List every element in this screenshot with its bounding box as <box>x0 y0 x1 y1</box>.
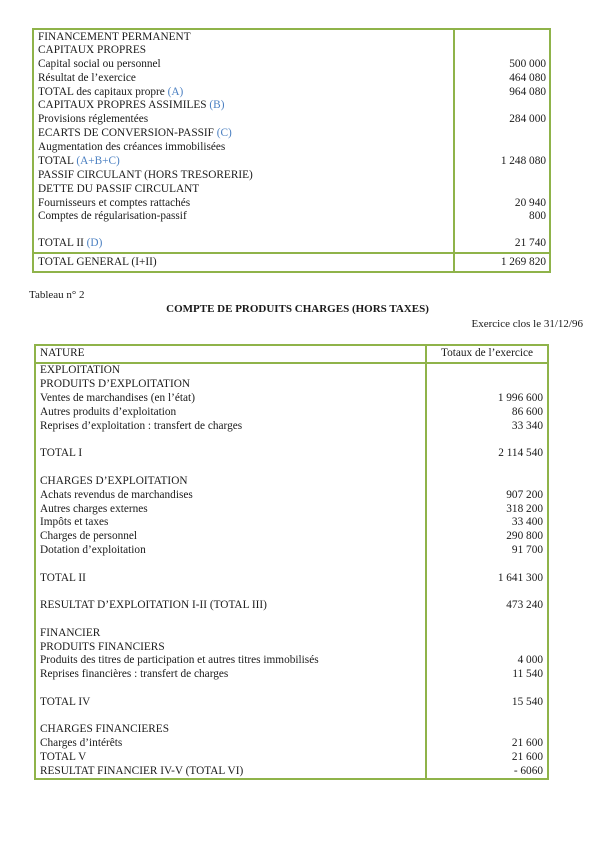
table-row: Fournisseurs et comptes rattachés <box>38 197 191 209</box>
table-row: TOTAL (A+B+C) <box>38 155 120 167</box>
table-row: PRODUITS FINANCIERS <box>40 641 165 653</box>
row-value: 86 600 <box>511 406 543 418</box>
row-value: 11 540 <box>512 668 543 680</box>
column-header-nature: NATURE <box>40 347 85 359</box>
table-row: TOTAL GENERAL (I+II) <box>38 256 157 268</box>
table-row: TOTAL IV <box>40 696 91 708</box>
table-row: Autres produits d’exploitation <box>40 406 177 418</box>
table-caption: Tableau n° 2 <box>29 289 85 301</box>
table-row: CHARGES FINANCIERES <box>40 723 169 735</box>
table-row: TOTAL II <box>40 572 86 584</box>
table-row: CAPITAUX PROPRES ASSIMILES (B) <box>38 99 225 111</box>
row-value: 290 800 <box>506 530 543 542</box>
table-row: Résultat de l’exercice <box>38 72 136 84</box>
row-value: 21 600 <box>511 737 543 749</box>
row-value: 907 200 <box>506 489 543 501</box>
table-row: TOTAL I <box>40 447 83 459</box>
table-row: RESULTAT FINANCIER IV-V (TOTAL VI) <box>40 765 244 777</box>
row-value: 4 000 <box>517 654 543 666</box>
table-row: Charges d’intérêts <box>40 737 123 749</box>
table-row: Produits des titres de participation et autres titres immobilisés <box>40 654 319 666</box>
row-value: 2 114 540 <box>498 447 543 459</box>
row-value: 284 000 <box>509 113 546 125</box>
income-statement-table <box>34 344 549 780</box>
table-row: RESULTAT D’EXPLOITATION I-II (TOTAL III) <box>40 599 267 611</box>
table-row: Augmentation des créances immobilisées <box>38 141 226 153</box>
exercise-date: Exercice clos le 31/12/96 <box>471 318 583 330</box>
row-value: 1 248 080 <box>500 155 546 167</box>
row-value: 21 740 <box>514 237 546 249</box>
row-value: 473 240 <box>506 599 543 611</box>
table-row: PRODUITS D’EXPLOITATION <box>40 378 191 390</box>
row-value: 800 <box>529 210 546 222</box>
row-value: 1 641 300 <box>497 572 543 584</box>
table-row: Reprises financières : transfert de charges <box>40 668 229 680</box>
column-divider <box>453 30 455 271</box>
row-value: 33 400 <box>511 516 543 528</box>
row-value: 1 269 820 <box>500 256 546 268</box>
table-row: PASSIF CIRCULANT (HORS TRESORERIE) <box>38 169 253 181</box>
table-row: Reprises d’exploitation : transfert de charges <box>40 420 243 432</box>
column-divider <box>425 346 427 778</box>
table-row: CAPITAUX PROPRES <box>38 44 147 56</box>
table-row: Comptes de régularisation-passif <box>38 210 187 222</box>
row-value: 20 940 <box>514 197 546 209</box>
row-value: 15 540 <box>511 696 543 708</box>
table-row: Dotation d’exploitation <box>40 544 146 556</box>
table-row: Provisions réglementées <box>38 113 149 125</box>
row-value: 1 996 600 <box>497 392 543 404</box>
table-row: TOTAL des capitaux propre (A) <box>38 86 184 98</box>
table-row: Capital social ou personnel <box>38 58 161 70</box>
column-header-totaux: Totaux de l’exercice <box>440 347 534 359</box>
table-row: DETTE DU PASSIF CIRCULANT <box>38 183 200 195</box>
table-row: Autres charges externes <box>40 503 148 515</box>
table-row: FINANCIER <box>40 627 101 639</box>
row-divider <box>34 252 549 254</box>
row-value: 91 700 <box>511 544 543 556</box>
row-value: 464 080 <box>509 72 546 84</box>
table-row: FINANCEMENT PERMANENT <box>38 31 191 43</box>
balance-sheet-table <box>32 28 551 273</box>
table-row: ECARTS DE CONVERSION-PASSIF (C) <box>38 127 232 139</box>
table-row: Ventes de marchandises (en l’état) <box>40 392 195 404</box>
table-row: CHARGES D’EXPLOITATION <box>40 475 188 487</box>
row-value: 21 600 <box>511 751 543 763</box>
page-title: COMPTE DE PRODUITS CHARGES (HORS TAXES) <box>166 303 429 315</box>
row-value: 500 000 <box>509 58 546 70</box>
table-row: TOTAL V <box>40 751 87 763</box>
row-value: 33 340 <box>511 420 543 432</box>
row-value: 964 080 <box>509 86 546 98</box>
table-row: Charges de personnel <box>40 530 138 542</box>
table-row: Achats revendus de marchandises <box>40 489 193 501</box>
row-value: 318 200 <box>506 503 543 515</box>
table-row: TOTAL II (D) <box>38 237 103 249</box>
table-row: EXPLOITATION <box>40 364 121 376</box>
row-value: - 6060 <box>513 765 543 777</box>
table-row: Impôts et taxes <box>40 516 109 528</box>
